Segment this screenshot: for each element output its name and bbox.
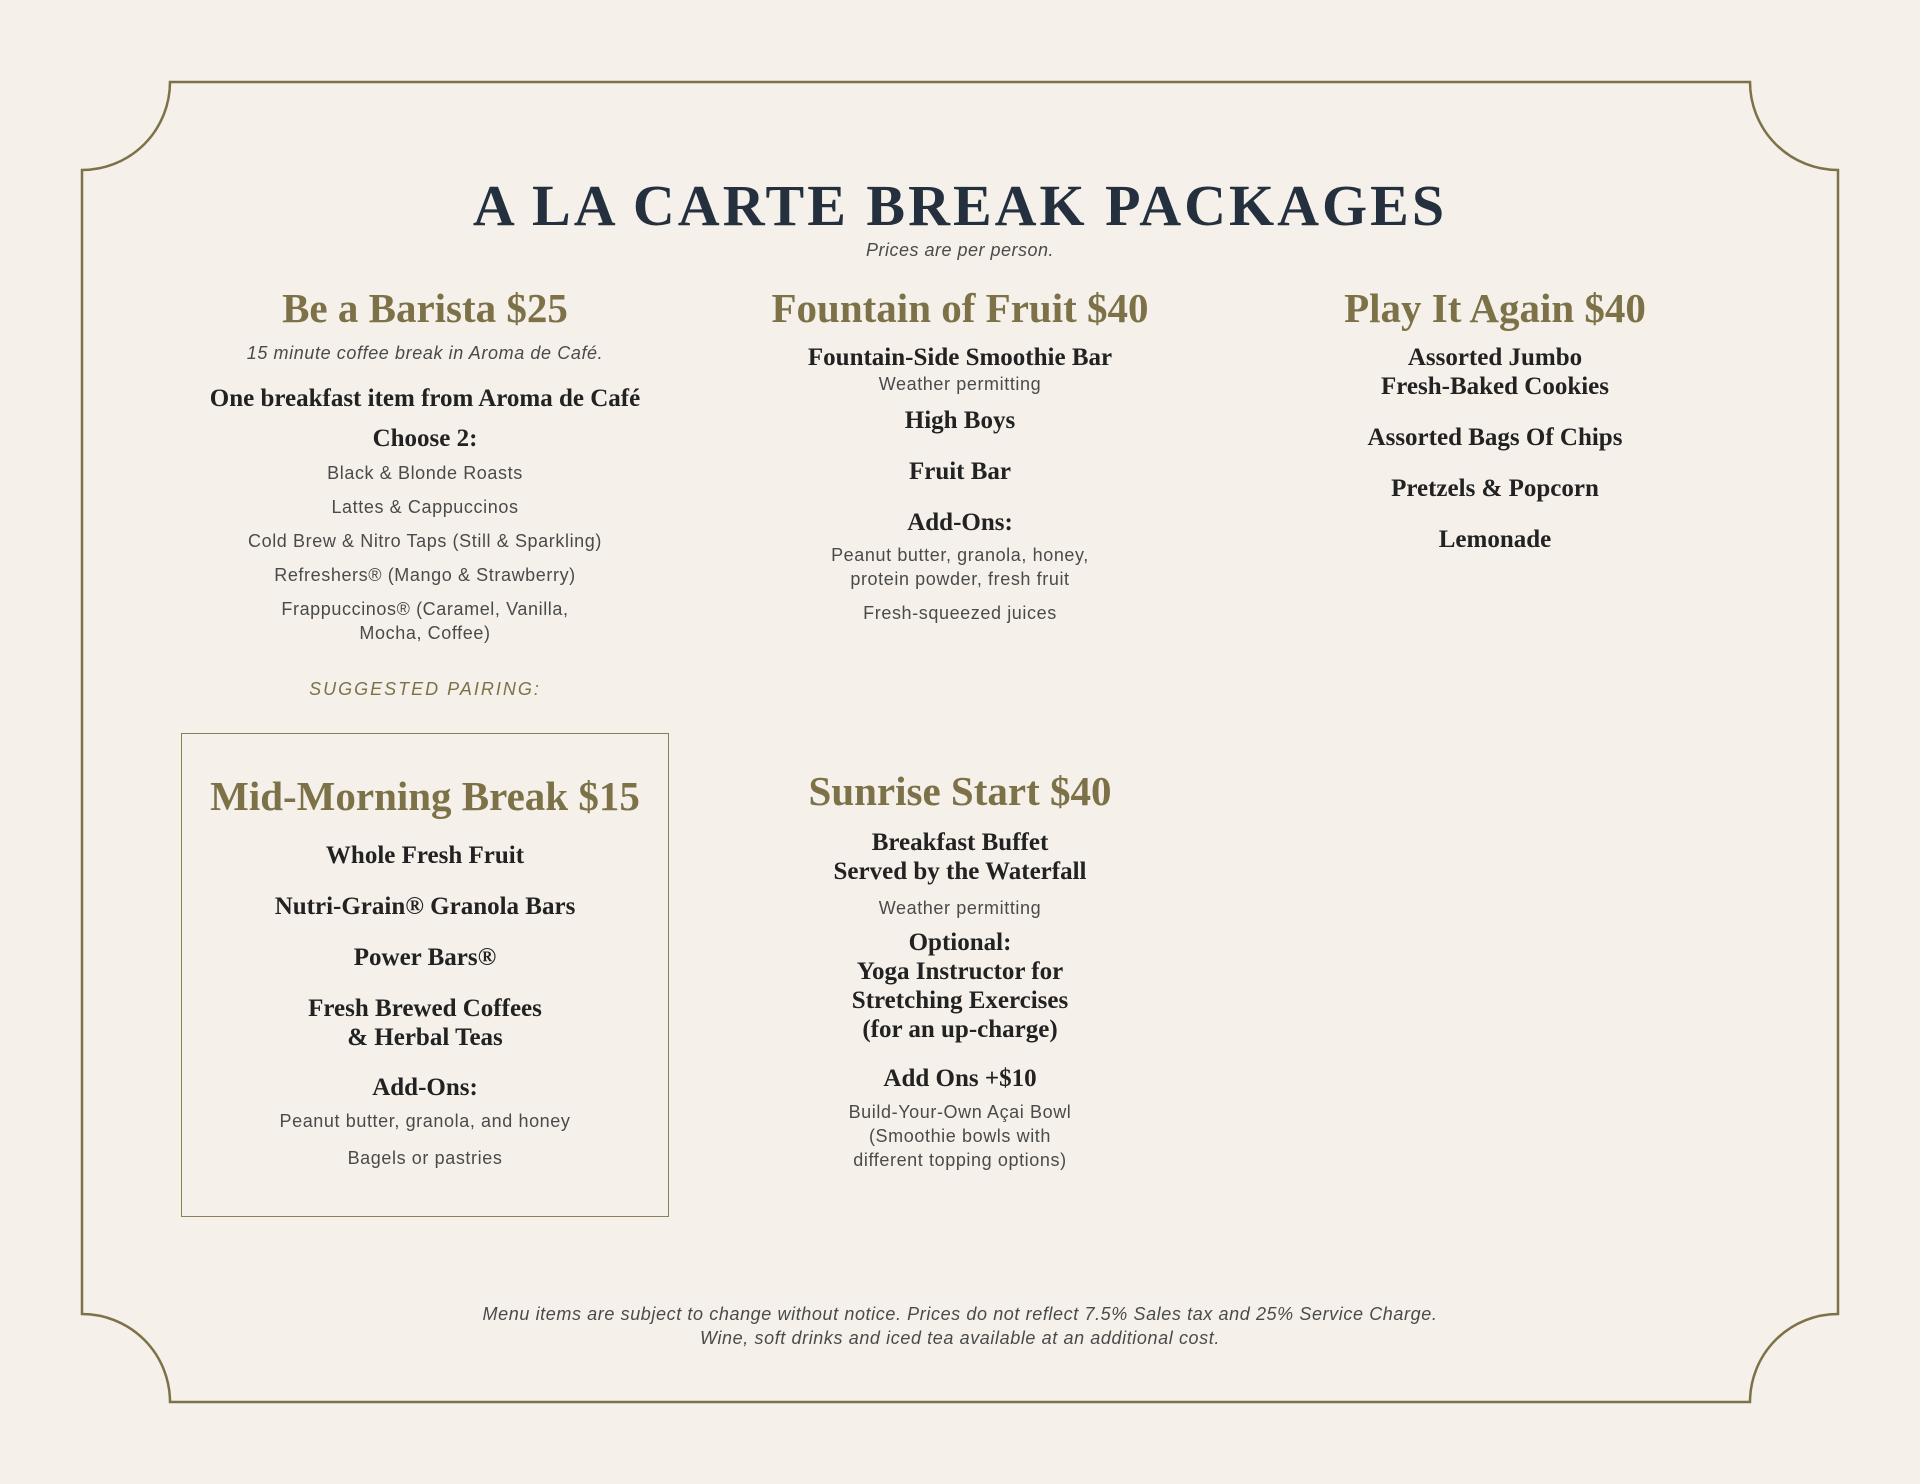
fruit-addon: Fresh-squeezed juices (863, 603, 1057, 624)
barista-choose: Choose 2: (372, 425, 478, 453)
barista-option: Refreshers® (Mango & Strawberry) (274, 565, 576, 586)
playit-title: Play It Again $40 (1344, 285, 1646, 331)
mid-morning-break-box (181, 733, 669, 1217)
sunrise-addon: (Smoothie bowls with (868, 1126, 1052, 1147)
playit-item: Assorted Jumbo (1407, 344, 1583, 372)
package-be-a-barista (135, 286, 715, 700)
midmorning-addon: Peanut butter, granola, and honey (279, 1111, 571, 1132)
page-title: A LA CARTE BREAK PACKAGES (472, 173, 1448, 238)
fruit-weather: Weather permitting (878, 374, 1042, 395)
footer-line: Menu items are subject to change without notice. Prices do not reflect 7.5% Sales tax and 25% Service Charge. (482, 1304, 1438, 1324)
barista-option: Cold Brew & Nitro Taps (Still & Sparkling) (248, 531, 602, 552)
fruit-title: Fountain of Fruit $40 (771, 285, 1149, 331)
fruit-item: Fruit Bar (908, 458, 1012, 486)
sunrise-optional: Stretching Exercises (851, 987, 1069, 1015)
midmorning-item: Fresh Brewed Coffees (308, 995, 542, 1023)
package-play-it-again (1220, 286, 1770, 554)
fruit-addon: Peanut butter, granola, honey, (831, 545, 1089, 566)
fruit-smoothie: Fountain-Side Smoothie Bar (807, 344, 1113, 372)
barista-option: Frappuccinos® (Caramel, Vanilla, (281, 599, 569, 620)
barista-note: 15 minute coffee break in Aroma de Café. (246, 343, 604, 364)
midmorning-addons-label: Add-Ons: (372, 1074, 478, 1102)
playit-item: Lemonade (1438, 526, 1552, 554)
footer-line: Wine, soft drinks and iced tea available at an additional cost. (700, 1328, 1220, 1348)
footer-disclaimer (0, 1302, 1920, 1350)
sunrise-weather: Weather permitting (878, 898, 1042, 919)
sunrise-buffet: Breakfast Buffet (871, 829, 1049, 857)
midmorning-addon: Bagels or pastries (347, 1148, 503, 1169)
barista-option: Mocha, Coffee) (359, 623, 491, 644)
package-sunrise-start (680, 769, 1240, 1172)
fruit-addon: protein powder, fresh fruit (850, 569, 1070, 590)
sunrise-addon: Build-Your-Own Açai Bowl (848, 1102, 1072, 1123)
sunrise-optional: (for an up-charge) (862, 1016, 1058, 1044)
sunrise-addons-label: Add Ons +$10 (883, 1065, 1037, 1093)
barista-title: Be a Barista $25 (282, 285, 568, 331)
playit-item: Assorted Bags Of Chips (1367, 424, 1623, 452)
package-fountain-of-fruit (680, 286, 1240, 625)
barista-breakfast: One breakfast item from Aroma de Café (209, 385, 641, 413)
suggested-pairing-label: SUGGESTED PAIRING: (309, 679, 541, 700)
midmorning-item: & Herbal Teas (347, 1024, 503, 1052)
fruit-item: High Boys (904, 407, 1016, 435)
sunrise-buffet: Served by the Waterfall (833, 858, 1087, 886)
fruit-addons-label: Add-Ons: (907, 509, 1013, 537)
midmorning-title: Mid-Morning Break $15 (210, 773, 640, 819)
midmorning-item: Nutri-Grain® Granola Bars (274, 893, 576, 921)
playit-item: Fresh-Baked Cookies (1380, 373, 1610, 401)
barista-option: Black & Blonde Roasts (327, 463, 523, 484)
sunrise-addon: different topping options) (853, 1150, 1067, 1171)
midmorning-item: Whole Fresh Fruit (325, 842, 525, 870)
playit-item: Pretzels & Popcorn (1391, 475, 1599, 503)
sunrise-optional: Yoga Instructor for (856, 958, 1064, 986)
midmorning-item: Power Bars® (353, 944, 497, 972)
barista-option: Lattes & Cappuccinos (331, 497, 519, 518)
page-subtitle: Prices are per person. (865, 240, 1055, 260)
sunrise-title: Sunrise Start $40 (808, 768, 1112, 814)
sunrise-optional: Optional: (908, 929, 1012, 957)
